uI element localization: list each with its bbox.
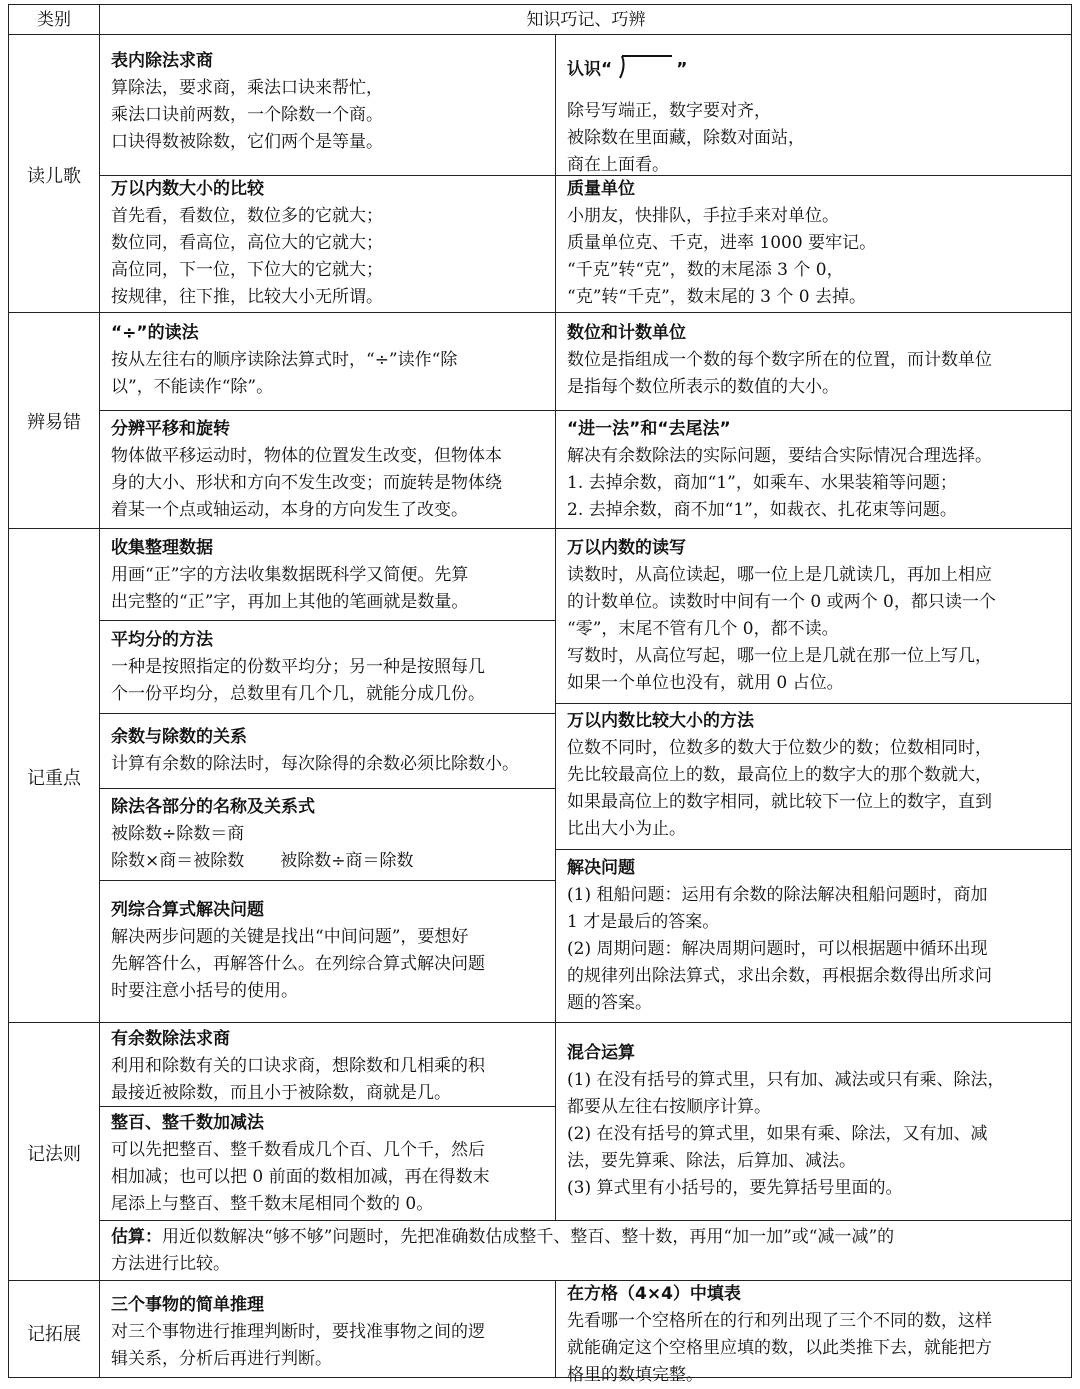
cell-grid-fill: [556, 1281, 1072, 1389]
cell-mixed-operations: [556, 1040, 1072, 1202]
cell-combined-expression: [100, 897, 555, 1005]
text-line: “零”，末尾不管有几个 0，都不读。: [567, 619, 839, 639]
cell-title: 解决问题: [567, 858, 635, 878]
rule-r3-l3: [99, 788, 555, 789]
text-line: 除号写端正，数字要对齐，: [567, 101, 771, 121]
cell-title: 万以内数的读写: [567, 538, 686, 558]
text-line: 对三个事物进行推理判断时，要找准事物之间的逻: [111, 1322, 485, 1342]
cell-estimation: [100, 1224, 1072, 1278]
title-suffix: ”: [676, 59, 688, 80]
text-line: 按规律，往下推，比较大小无所谓。: [111, 287, 383, 307]
text-line: 口诀得数被除数，它们两个是等量。: [111, 132, 383, 152]
cell-title: 质量单位: [567, 179, 635, 199]
text-line: 如果最高位上的数字相同，就比较下一位上的数字，直到: [567, 792, 992, 812]
cell-hundreds-thousands: [100, 1110, 555, 1218]
cell-title: 整百、整千数加减法: [111, 1113, 264, 1133]
text-line: 首先看，看数位，数位多的它就大；: [111, 206, 383, 226]
formula-a: 除数×商＝被除数: [111, 851, 245, 871]
cell-mass-units: [556, 176, 1072, 311]
rule-r3-l2: [99, 713, 555, 714]
text-line: [111, 848, 551, 875]
text-line: 的计数单位。读数时中间有一个 0 或两个 0，都只读一个: [567, 592, 996, 612]
cell-remainder-quotient: [100, 1026, 555, 1107]
text-line: [111, 1224, 1068, 1251]
text-line: 身的大小、形状和方向不发生改变；而旋转是物体绕: [111, 473, 502, 493]
title-prefix: 认识“: [567, 59, 613, 80]
text-line: 辑关系，分析后再进行判断。: [111, 1349, 332, 1369]
rule-r4-mid: [99, 1220, 1072, 1221]
text-line: 都要从左往右按顺序计算。: [567, 1097, 771, 1117]
header-tips: 知识巧记、巧辨: [526, 10, 646, 30]
cell-title: 分辨平移和旋转: [111, 419, 230, 439]
cell-title: 万以内数大小的比较: [111, 179, 264, 199]
rule-r2-mid: [99, 410, 1072, 411]
cell-title: 万以内数比较大小的方法: [567, 711, 754, 731]
text-line: 乘法口诀前两数，一个除数一个商。: [111, 105, 383, 125]
text-line: 1 才是最后的答案。: [567, 912, 720, 932]
category-rules: 记法则: [27, 1144, 81, 1165]
rule-r3-r2: [555, 849, 1072, 850]
text-line: 被除数在里面藏，除数对面站，: [567, 128, 805, 148]
cell-compare-numbers-rhyme: [100, 176, 555, 311]
rule-header: [8, 34, 1072, 35]
text-line: 着某一个点或轴运动，本身的方向发生了改变。: [111, 500, 468, 520]
text-line: 物体做平移运动时，物体的位置发生改变，但物体本: [111, 446, 502, 466]
cell-solve-problems: [556, 855, 1072, 1017]
text-line: 解决两步问题的关键是找出“中间问题”，要想好: [111, 927, 469, 947]
cell-title: 混合运算: [567, 1043, 635, 1063]
long-division-bracket-icon: [614, 50, 676, 89]
cell-title: 数位和计数单位: [567, 323, 686, 343]
text-line: 先解答什么，再解答什么。在列综合算式解决问题: [111, 954, 485, 974]
text-line: 的规律列出除法算式，求出余数，再根据余数得出所求问: [567, 966, 992, 986]
rule-r3-l4: [99, 880, 555, 881]
text-line: 按从左往右的顺序读除法算式时，“÷”读作“除: [111, 350, 458, 370]
text-line: 1. 去掉余数，商加“1”，如乘车、水果装箱等问题；: [567, 473, 957, 493]
cell-remainder-divisor: [100, 724, 555, 778]
cell-title: “进一法”和“去尾法”: [567, 419, 731, 439]
rule-row1: [8, 312, 1072, 313]
text-line: 可以先把整百、整千数看成几个百、几个千，然后: [111, 1140, 485, 1160]
text-line: (3) 算式里有小括号的，要先算括号里面的。: [567, 1178, 903, 1198]
cell-title: 平均分的方法: [111, 630, 213, 650]
text-line: 先比较最高位上的数，最高位上的数字大的那个数就大，: [567, 765, 992, 785]
text-line: 算除法，要求商，乘法口诀来帮忙，: [111, 78, 383, 98]
cell-title: 有余数除法求商: [111, 1029, 230, 1049]
text-line: 小朋友，快排队，手拉手来对单位。: [567, 206, 839, 226]
text-line: 法，要先算乘、除法，后算加、减法。: [567, 1151, 856, 1171]
text-line: “千克”转“克”，数的末尾添 3 个 0，: [567, 260, 844, 280]
text-line: 2. 去掉余数，商不加“1”，如裁衣、扎花束等问题。: [567, 500, 957, 520]
cell-division-sign: [556, 50, 1072, 179]
cell-place-value: [556, 320, 1072, 401]
text-line: 数位是指组成一个数的每个数字所在的位置，而计数单位: [567, 350, 992, 370]
rule-row3: [8, 1022, 1072, 1023]
text-line: 题的答案。: [567, 993, 652, 1013]
text-line: 时要注意小括号的使用。: [111, 981, 298, 1001]
text-line: (2) 周期问题：解决周期问题时，可以根据题中循环出现: [567, 939, 988, 959]
text-line: 高位同，下一位，下位大的它就大；: [111, 260, 383, 280]
text-line: 以”，不能读作“除”。: [111, 377, 274, 397]
rule-r3-r1: [555, 703, 1072, 704]
category-key-points: 记重点: [27, 768, 81, 789]
estimation-text: 用近似数解决“够不够”问题时，先把准确数估成整千、整百、整十数，再用“加一加”或“减一减”的: [162, 1227, 895, 1247]
category-extension: 记拓展: [27, 1324, 81, 1345]
text-line: 用画“正”字的方法收集数据既科学又简便。先算: [111, 565, 469, 585]
cell-title: 余数与除数的关系: [111, 727, 247, 747]
cell-title: 列综合算式解决问题: [111, 900, 264, 920]
text-line: 利用和除数有关的口诀求商，想除数和几相乘的积: [111, 1056, 485, 1076]
text-line: 出完整的“正”字，再加上其他的笔画就是数量。: [111, 592, 469, 612]
text-line: 写数时，从高位写起，哪一位上是几就在那一位上写几，: [567, 646, 992, 666]
cell-collect-data: [100, 535, 555, 616]
text-line: 格里的数填完整。: [567, 1365, 703, 1385]
text-line: 计算有余数的除法时，每次除得的余数必须比除数小。: [111, 754, 519, 774]
cell-division-reading: [100, 320, 555, 401]
cell-compare-method: [556, 708, 1072, 843]
cell-title: [567, 50, 1068, 89]
cell-title: 收集整理数据: [111, 538, 213, 558]
text-line: 质量单位克、千克，进率 1000 要牢记。: [567, 233, 877, 253]
text-line: 比出大小为止。: [567, 819, 686, 839]
text-line: 解决有余数除法的实际问题，要结合实际情况合理选择。: [567, 446, 992, 466]
text-line: 尾添上与整百、整千数末尾相同个数的 0。: [111, 1194, 434, 1214]
text-line: 相加减；也可以把 0 前面的数相加减，再在得数末: [111, 1167, 490, 1187]
cell-simple-reasoning: [100, 1292, 555, 1373]
cell-title: 除法各部分的名称及关系式: [111, 797, 315, 817]
cell-title: 表内除法求商: [111, 51, 213, 71]
text-line: (1) 租船问题：运用有余数的除法解决租船问题时，商加: [567, 885, 988, 905]
text-line: 被除数÷除数＝商: [111, 824, 245, 844]
header-category: 类别: [37, 10, 71, 30]
text-line: 最接近被除数，而且小于被除数，商就是几。: [111, 1083, 451, 1103]
text-line: 一种是按照指定的份数平均分；另一种是按照每几: [111, 657, 485, 677]
text-line: (2) 在没有括号的算式里，如果有乘、除法，又有加、减: [567, 1124, 988, 1144]
text-line: 先看哪一个空格所在的行和列出现了三个不同的数，这样: [567, 1311, 992, 1331]
cell-division-parts: [100, 794, 555, 875]
cell-translation-rotation: [100, 416, 555, 524]
cell-title: 在方格（4×4）中填表: [567, 1284, 741, 1304]
text-line: 就能确定这个空格里应填的数，以此类推下去，就能把方: [567, 1338, 992, 1358]
cell-title: 估算：: [111, 1227, 162, 1247]
cell-title: “÷”的读法: [111, 323, 199, 343]
text-line: 个一份平均分，总数里有几个几，就能分成几份。: [111, 684, 485, 704]
rule-row2: [8, 528, 1072, 529]
text-line: (1) 在没有括号的算式里，只有加、减法或只有乘、除法，: [567, 1070, 1005, 1090]
text-line: “克”转“千克”，数末尾的 3 个 0 去掉。: [567, 287, 867, 307]
text-line: 方法进行比较。: [111, 1254, 230, 1274]
text-line: 位数不同时，位数多的数大于位数少的数；位数相同时，: [567, 738, 992, 758]
text-line: 商在上面看。: [567, 155, 669, 175]
text-line: 数位同，看高位，高位大的它就大；: [111, 233, 383, 253]
text-line: 如果一个单位也没有，就用 0 占位。: [567, 673, 844, 693]
text-line: 读数时，从高位读起，哪一位上是几就读几，再加上相应: [567, 565, 992, 585]
formula-b: 被除数÷商＝除数: [280, 851, 414, 871]
cell-round-up-down: [556, 416, 1072, 524]
cell-read-write-numbers: [556, 535, 1072, 697]
category-easy-mistakes: 辨易错: [27, 412, 81, 433]
cell-equal-division: [100, 627, 555, 708]
cell-table-division: [100, 48, 555, 156]
category-read-rhyme: 读儿歌: [27, 166, 81, 187]
text-line: 是指每个数位所表示的数值的大小。: [567, 377, 839, 397]
rule-r3-l1: [99, 620, 555, 621]
cell-title: 三个事物的简单推理: [111, 1295, 264, 1315]
